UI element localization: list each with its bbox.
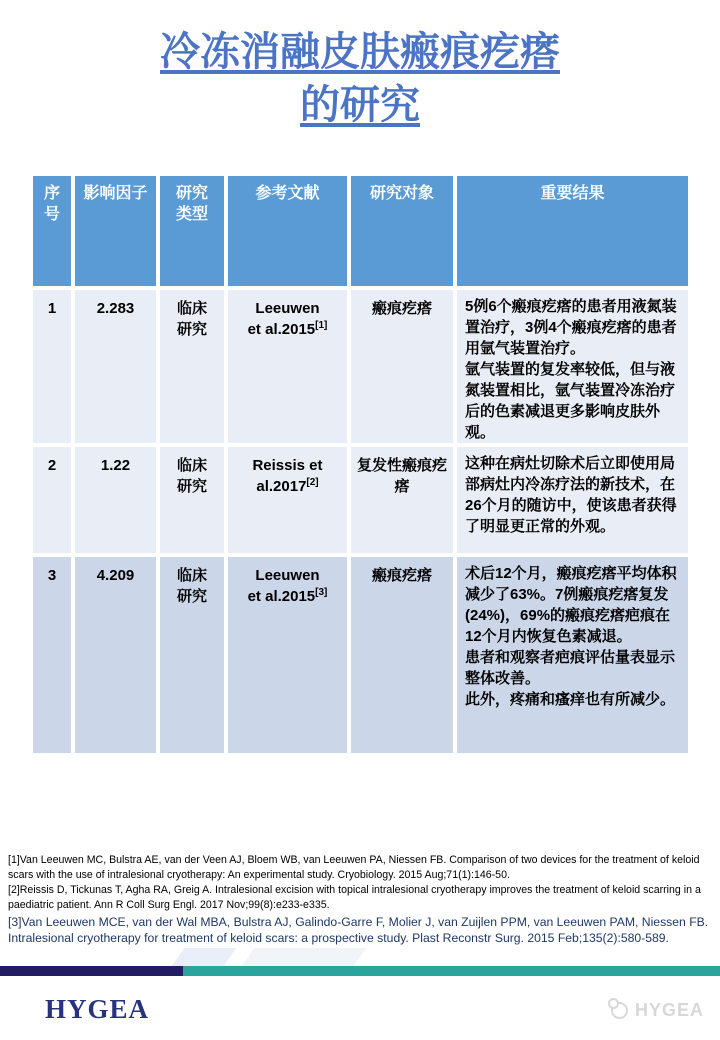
cell-study-type [160,557,224,753]
decorative-stripe [172,948,237,966]
hygea-watermark [611,1000,704,1021]
reference-line2: al.2017 [256,478,307,495]
reference-line1: Leeuwen [255,300,320,317]
header-key-results [457,176,688,286]
page-title [0,26,720,132]
hygea-watermark-icon [611,1002,628,1019]
cell-study-type-label: 临床研究 [176,300,207,338]
result-paragraph: 患者和观察者疤痕评估量表显示整体改善。 [465,649,676,687]
reference-superscript: [2] [306,477,319,488]
header-serial-number [33,176,71,286]
cell-study-type-label: 临床研究 [176,567,207,605]
cell-subject: 瘢痕疙瘩 [351,557,453,753]
table-row [33,447,688,553]
studies-table [29,172,692,757]
decorative-stripe [242,948,367,966]
result-paragraph: 氩气装置的复发率较低，但与液氮装置相比，氩气装置冷冻治疗后的色素减退更多影响皮肤外观。 [465,361,676,441]
result-paragraph: 5例6个瘢痕疙瘩的患者用液氮装置治疗，3例4个瘢痕疙瘩的患者用氩气装置治疗。 [465,298,677,357]
header-study-type-label: 研究类型 [175,185,208,223]
cell-key-results [457,557,688,753]
reference-citation-1: [1]Van Leeuwen MC, Bulstra AE, van der Veen AJ, Bloem WB, van Leeuwen PA, Niessen FB. Comparison of two devices for the treatment of keloid scars with the use of intralesional cryotherapy: An experimental study. Cryobiology. 2015 Aug;71(1):146-50. [8,854,700,881]
hygea-logo: HYGEA [45,994,150,1024]
header-reference-label: 参考文献 [255,185,320,202]
footer-bar-navy [0,966,183,976]
reference-line1: Leeuwen [255,567,320,584]
cell-reference [228,557,347,753]
page-title-line2: 的研究 [300,83,420,127]
reference-superscript: [1] [315,320,328,331]
table-row [33,557,688,753]
cell-serial-number: 3 [33,557,71,753]
reference-citation-3: [3]Van Leeuwen MCE, van der Wal MBA, Bulstra AJ, Galindo-Garre F, Molier J, van Zuijlen PPM, van Leeuwen PAM, Niessen FB. Intralesional cryotherapy for treatment of keloid scars: a prospective study. Plast Reconstr Surg. 2015 Feb;135(2):580-589. [8,915,709,945]
cell-impact-factor: 2.283 [75,290,156,443]
result-paragraph: 这种在病灶切除术后立即使用局部病灶内冷冻疗法的新技术，在26个月的随访中，使该患者获得了明显更正常的外观。 [465,455,677,535]
header-impact-factor-label: 影响因子 [83,185,148,202]
cell-key-results [457,290,688,443]
header-subject [351,176,453,286]
references [8,853,713,946]
header-serial-number-label: 序号 [43,185,60,223]
reference-superscript: [3] [315,587,328,598]
cell-subject: 复发性瘢痕疙瘩 [351,447,453,553]
reference-line1: Reissis et [252,457,323,474]
header-key-results-label: 重要结果 [540,185,605,202]
cell-reference [228,290,347,443]
header-impact-factor [75,176,156,286]
cell-serial-number: 2 [33,447,71,553]
reference-line2: et al.2015 [247,588,316,605]
page-title-line1: 冷冻消融皮肤瘢痕疙瘩 [160,30,560,74]
cell-subject: 瘢痕疙瘩 [351,290,453,443]
reference-line2: et al.2015 [247,321,316,338]
table-row [33,290,688,443]
cell-reference [228,447,347,553]
header-study-type [160,176,224,286]
cell-impact-factor: 4.209 [75,557,156,753]
reference-citation-2: [2]Reissis D, Tickunas T, Agha RA, Greig A. Intralesional excision with topical intralesional cryotherapy improves the treatment of keloid scarring in a paediatric patient. Ann R Coll Surg Engl. 2017 Nov;99(8):e233-e335. [8,884,701,911]
cell-study-type [160,290,224,443]
result-paragraph: 此外，疼痛和瘙痒也有所减少。 [465,691,676,708]
header-reference [228,176,347,286]
cell-serial-number: 1 [33,290,71,443]
result-paragraph: 术后12个月，瘢痕疙瘩平均体积减少了63%。7例瘢痕疙瘩复发(24%)，69%的瘢痕疙瘩疤痕在12个月内恢复色素减退。 [465,565,677,645]
header-subject-label: 研究对象 [369,185,434,202]
cell-study-type-label: 临床研究 [176,457,207,495]
cell-key-results [457,447,688,553]
hygea-watermark-label: HYGEA [634,1000,704,1020]
table-header-row [33,176,688,286]
cell-impact-factor: 1.22 [75,447,156,553]
cell-study-type [160,447,224,553]
